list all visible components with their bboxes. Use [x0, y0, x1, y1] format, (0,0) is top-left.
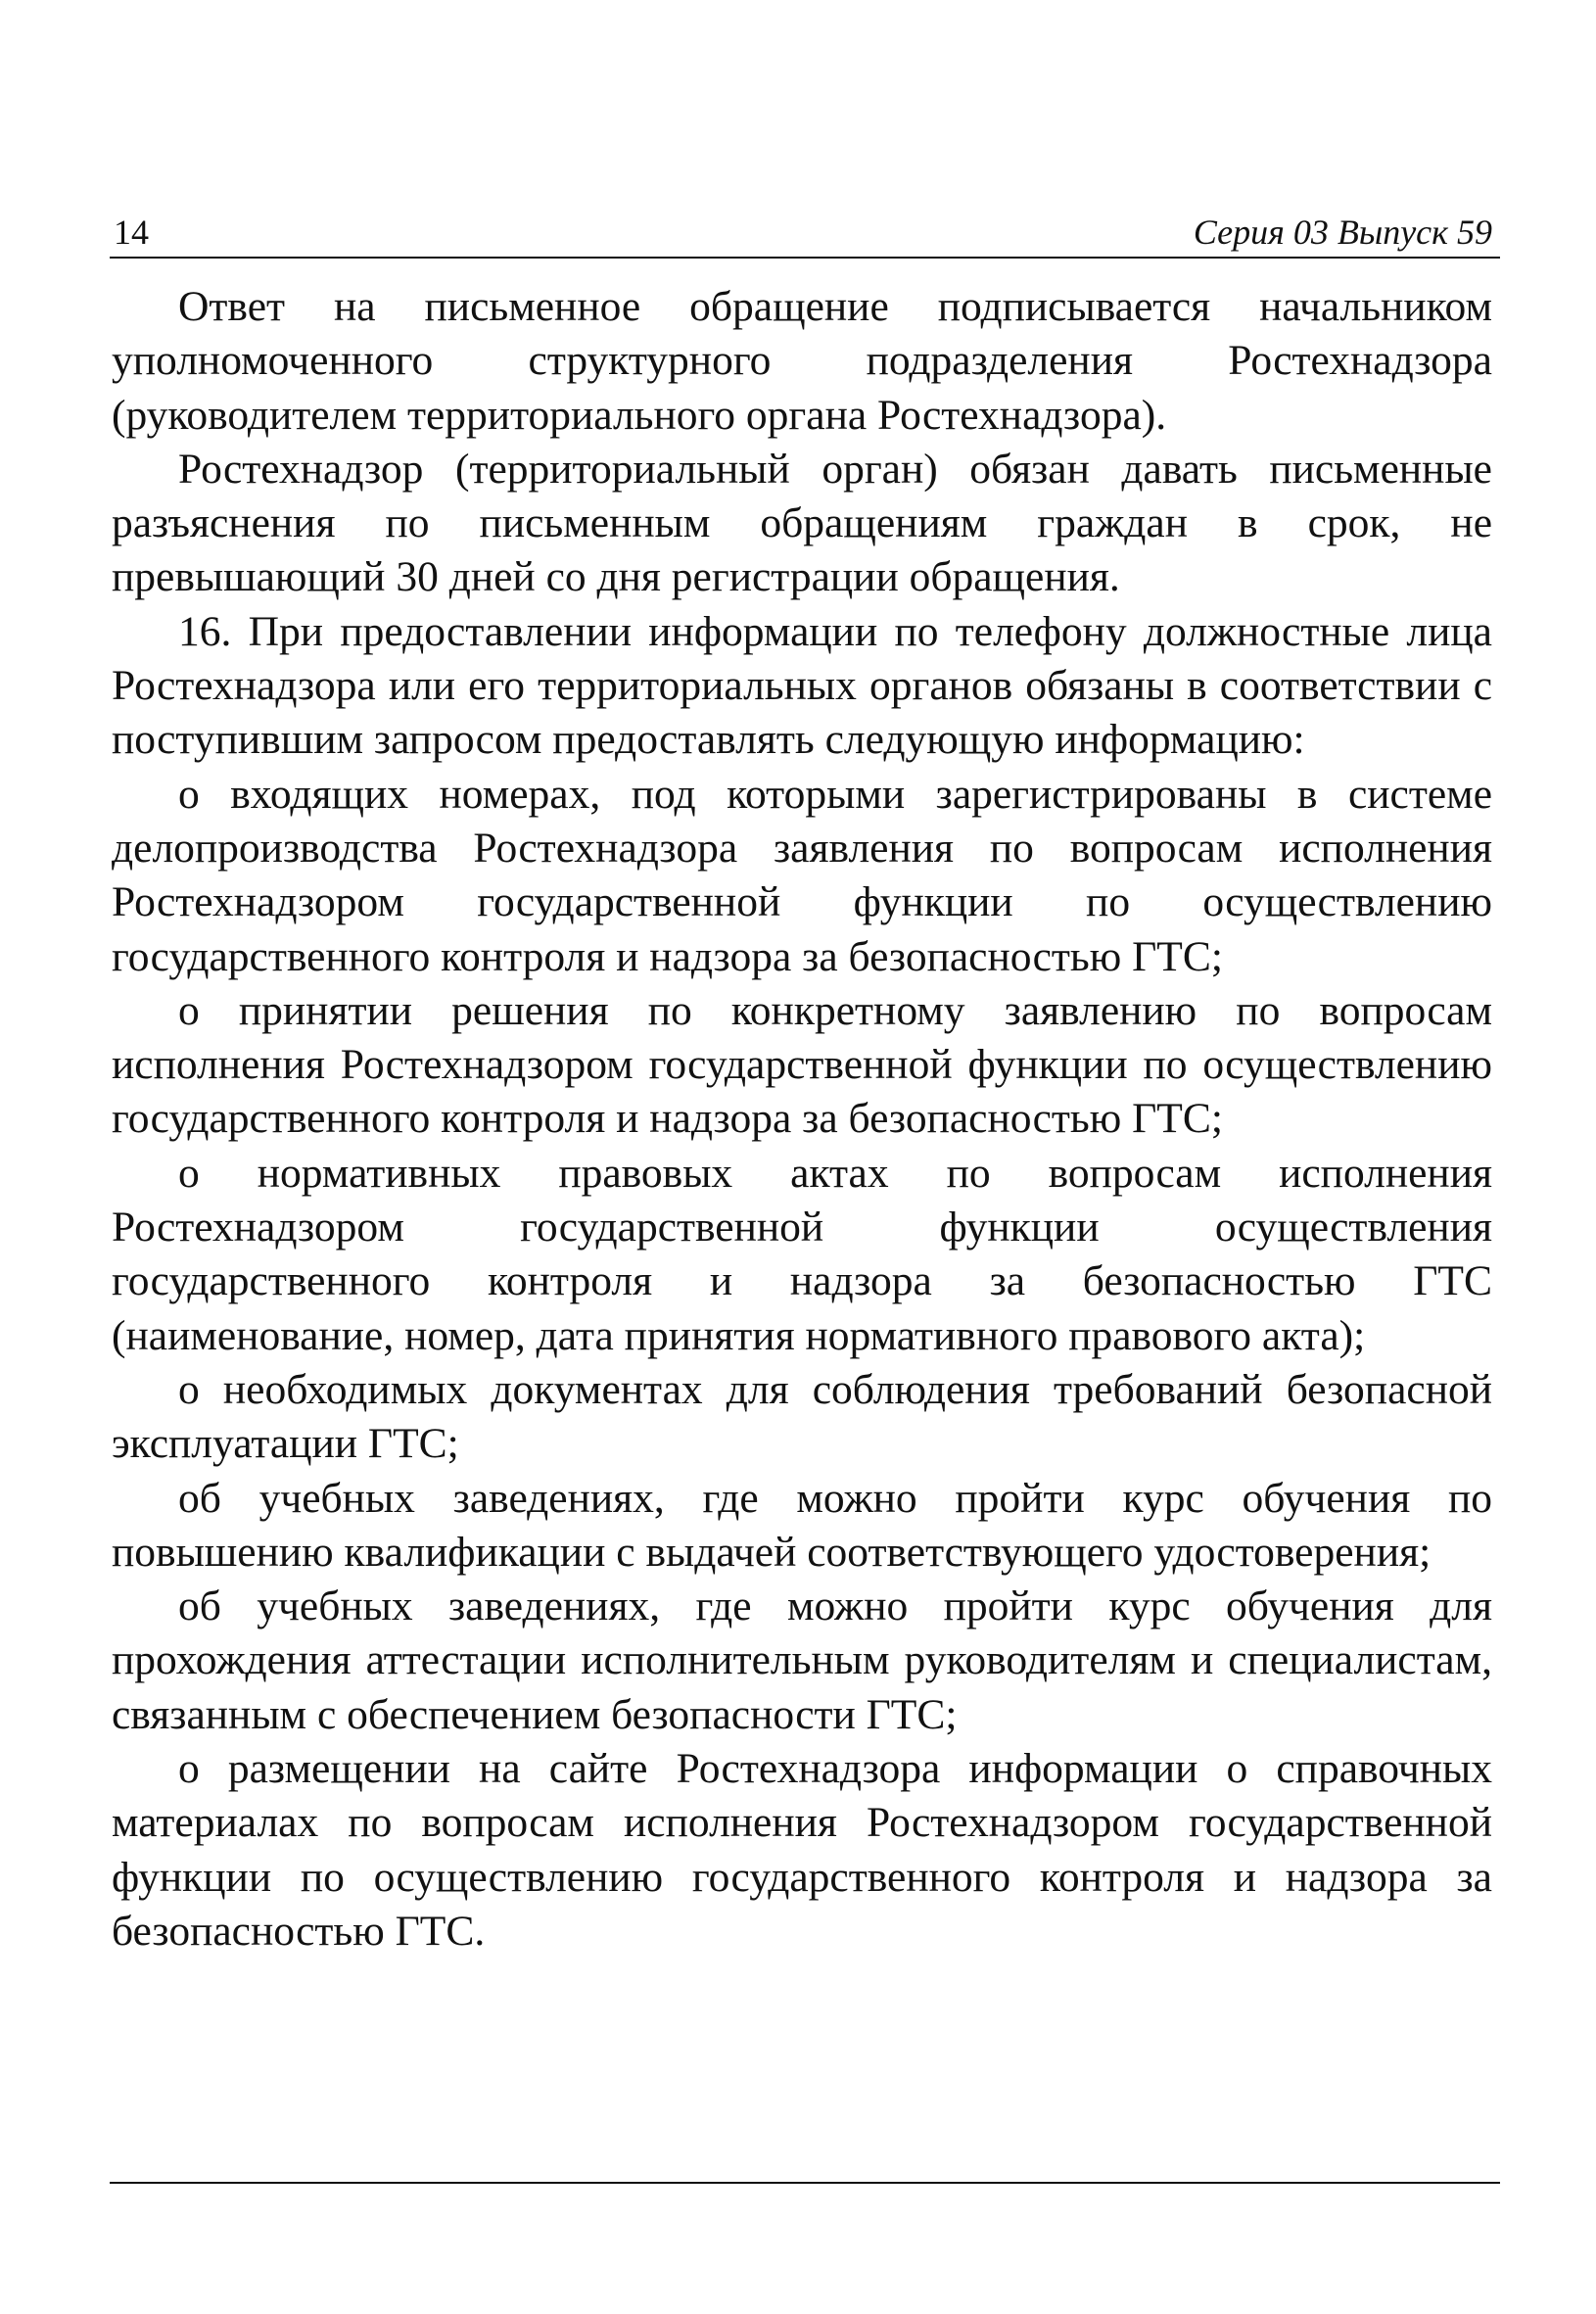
list-item-required-documents: о необходимых документах для соблюдения требований безопасной эксплуатации ГТС; — [112, 1365, 1492, 1468]
list-item-incoming-numbers: о входящих номерах, под которыми зарегистрированы в системе делопроизводства Ростехнадзора заявления по вопросам исполнения Ростехнадзором государственной функции по осуществлению государственного контроля и надзора за безопасностью ГТС; — [112, 770, 1492, 980]
list-item-normative-acts: о нормативных правовых актах по вопросам исполнения Ростехнадзором государственной функции осуществления государственного контроля и надзора за безопасностью ГТС (наименование, номер, дата принятия нормативного правового акта); — [112, 1149, 1492, 1359]
body-text — [112, 280, 1492, 1959]
list-item-decision: о принятии решения по конкретному заявлению по вопросам исполнения Ростехнадзором государственной функции по осуществлению государственного контроля и надзора за безопасностью ГТС; — [112, 986, 1492, 1143]
paragraph-written-explanations: Ростехнадзор (территориальный орган) обязан давать письменные разъяснения по письменным обращениям граждан в срок, не превышающий 30 дней со дня регистрации обращения. — [112, 445, 1492, 601]
series-label: Серия 03 Выпуск 59 — [1193, 213, 1492, 252]
paragraph-answer-signature: Ответ на письменное обращение подписывается начальником уполномоченного структурного подразделения Ростехнадзора (руководителем территориального органа Ростехнадзора). — [112, 283, 1492, 439]
header-rule — [110, 257, 1500, 259]
footer-rule — [110, 2182, 1500, 2184]
list-item-qualification-courses: об учебных заведениях, где можно пройти курс обучения по повышению квалификации с выдачей соответствующего удостоверения; — [112, 1474, 1492, 1576]
paragraph-16-phone-info: 16. При предоставлении информации по телефону должностные лица Ростехнадзора или его территориальных органов обязаны в соответствии с поступившим запросом предоставлять следующую информацию: — [112, 607, 1492, 764]
list-item-website-materials: о размещении на сайте Ростехнадзора информации о справочных материалах по вопросам исполнения Ростехнадзором государственной функции по осуществлению государственного контроля и надзора за безопасностью ГТС. — [112, 1745, 1492, 1955]
running-head — [110, 201, 1500, 260]
page-number: 14 — [114, 213, 149, 252]
list-item-attestation-courses: об учебных заведениях, где можно пройти курс обучения для прохождения аттестации исполнительным руководителям и специалистам, связанным с обеспечением безопасности ГТС; — [112, 1582, 1492, 1738]
